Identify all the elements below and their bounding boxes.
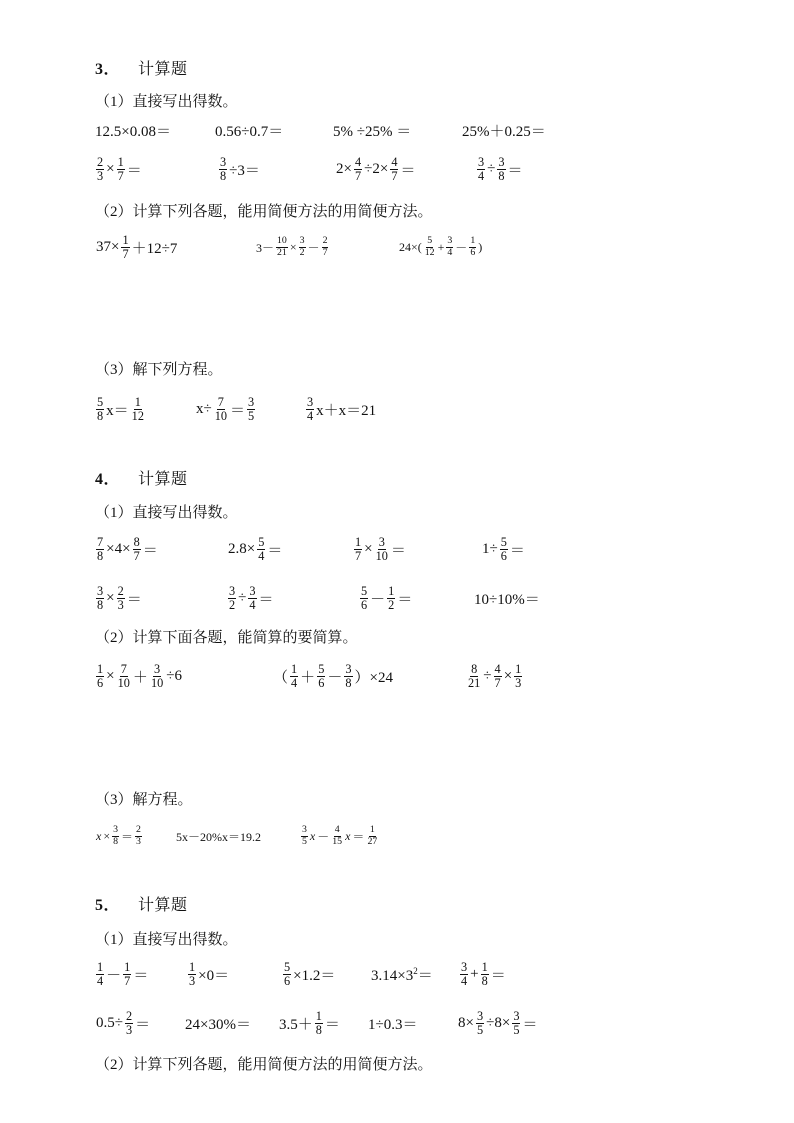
fraction: $\frac{4}{7}$ <box>494 661 501 690</box>
fraction: $\frac{7}{8}$ <box>97 534 104 563</box>
fraction: $\frac{1}{2}$ <box>388 583 395 612</box>
fraction: $\frac{3}{4}$ <box>307 394 314 423</box>
fraction: $\frac{1}{6}$ <box>470 235 476 258</box>
fraction: $\frac{7}{10}$ <box>214 394 228 423</box>
expression: 1÷ $\frac{5}{6}$ ＝ <box>482 534 525 563</box>
section-4-part-3-label: （3）解方程。 <box>95 792 193 808</box>
expression: $\frac{1}{7}$ × $\frac{3}{10}$ ＝ <box>355 534 406 563</box>
section-3-heading <box>95 56 188 79</box>
fraction: $\frac{4}{7}$ <box>391 154 398 183</box>
expression: 3.5＋ $\frac{1}{8}$ ＝ <box>279 1008 340 1037</box>
fraction: $\frac{3}{8}$ <box>498 154 505 183</box>
fraction: $\frac{5}{6}$ <box>318 661 325 690</box>
fraction: $\frac{3}{5}$ <box>248 394 255 423</box>
expression: $\frac{8}{21}$ ÷ $\frac{4}{7}$ × $\frac{1}{3}$ <box>468 661 522 690</box>
fraction: $\frac{5}{4}$ <box>258 534 265 563</box>
fraction: $\frac{2}{3}$ <box>125 1008 133 1037</box>
expression: （ $\frac{1}{4}$ ＋ $\frac{5}{6}$ － $\frac{3}{8}$ ）×24 <box>273 661 393 690</box>
fraction: $\frac{2}{7}$ <box>322 235 328 258</box>
fraction: $\frac{1}{3}$ <box>515 661 522 690</box>
equation: $\frac{3}{4}$ x＋x＝21 <box>307 394 377 423</box>
expression: 5% ÷25% ＝ <box>333 123 412 140</box>
section-3-part-3-label: （3）解下列方程。 <box>95 362 223 378</box>
section-3-calc-row <box>0 225 794 269</box>
section-4-calc-row <box>0 654 794 698</box>
section-4-oral-row-1 <box>0 527 794 571</box>
fraction: $\frac{3}{8}$ <box>345 661 352 690</box>
fraction: $\frac{3}{4}$ <box>461 959 468 988</box>
fraction: $\frac{3}{5}$ <box>302 824 307 847</box>
expression: $\frac{1}{3}$ ×0＝ <box>189 959 230 988</box>
fraction: $\frac{5}{6}$ <box>500 534 507 563</box>
fraction: $\frac{2}{3}$ <box>136 824 141 847</box>
expression: $\frac{5}{6}$ ×1.2＝ <box>284 959 336 988</box>
section-title: 计算题 <box>138 471 188 488</box>
expression: $3.14\times 3^2=$ <box>371 965 433 984</box>
expression: 25%＋0.25＝ <box>462 123 546 140</box>
fraction: $\frac{1}{3}$ <box>189 959 196 988</box>
section-3-oral-row-2 <box>0 147 794 191</box>
fraction: $\frac{3}{8}$ <box>113 824 119 847</box>
section-title: 计算题 <box>138 61 188 78</box>
expression: $\frac{3}{4}$ + $\frac{1}{8}$ ＝ <box>461 959 506 988</box>
section-3-oral-row-1 <box>0 108 794 152</box>
fraction: $\frac{3}{2}$ <box>229 583 236 612</box>
section-4-part-2-label: （2）计算下面各题，能简算的要简算。 <box>95 630 358 646</box>
fraction: $\frac{1}{12}$ <box>131 394 144 423</box>
equation: $\frac{3}{5}$ x － $\frac{4}{15}$ x ＝ $\frac{1}{27}$ <box>302 824 378 847</box>
expression: $\frac{1}{4}$ － $\frac{1}{7}$ ＝ <box>97 959 149 988</box>
equation: x÷ $\frac{7}{10}$ ＝ $\frac{3}{5}$ <box>196 394 255 423</box>
section-5-part-1-label: （1）直接写出得数。 <box>95 932 238 948</box>
section-3-part-1-label: （1）直接写出得数。 <box>95 94 238 110</box>
section-4-heading <box>95 466 188 489</box>
expression: 0.5÷ $\frac{2}{3}$ ＝ <box>96 1008 151 1037</box>
fraction: $\frac{1}{27}$ <box>367 824 378 847</box>
expression: 37× $\frac{1}{7}$ ＋12÷7 <box>96 232 178 261</box>
expression: 24×30%＝ <box>185 1016 251 1033</box>
section-3-part-2-label: （2）计算下列各题，能用简便方法的用简便方法。 <box>95 204 433 220</box>
fraction: $\frac{5}{6}$ <box>361 583 368 612</box>
fraction: $\frac{8}{7}$ <box>133 534 140 563</box>
fraction: $\frac{4}{15}$ <box>332 824 343 847</box>
fraction: $\frac{8}{21}$ <box>468 661 481 690</box>
fraction: $\frac{3}{10}$ <box>150 661 164 690</box>
expression: 8× $\frac{3}{5}$ ÷8× $\frac{3}{5}$ ＝ <box>458 1008 538 1037</box>
fraction: $\frac{1}{7}$ <box>355 534 362 563</box>
fraction: $\frac{2}{3}$ <box>97 154 104 183</box>
fraction: $\frac{3}{2}$ <box>299 235 305 258</box>
section-number: 3． <box>95 61 121 78</box>
expression: 3－ $\frac{10}{21}$ × $\frac{3}{2}$ － $\frac{2}{7}$ <box>256 235 328 258</box>
equation: $\frac{5}{8}$ x＝ $\frac{1}{12}$ <box>97 394 144 423</box>
fraction: $\frac{3}{4}$ <box>249 583 256 612</box>
expression: $\frac{3}{8}$ ÷3＝ <box>220 154 260 183</box>
section-number: 4． <box>95 471 121 488</box>
section-4-equation-row <box>0 814 794 858</box>
fraction: $\frac{10}{21}$ <box>277 235 287 258</box>
expression: 2.8× $\frac{5}{4}$ ＝ <box>228 534 283 563</box>
fraction: $\frac{3}{5}$ <box>513 1008 520 1037</box>
expression: $\frac{2}{3}$ × $\frac{1}{7}$ ＝ <box>97 154 142 183</box>
expression: 2× $\frac{4}{7}$ ÷2× $\frac{4}{7}$ ＝ <box>336 154 416 183</box>
expression: $\frac{5}{6}$ － $\frac{1}{2}$ ＝ <box>361 583 413 612</box>
fraction: $\frac{1}{7}$ <box>124 959 131 988</box>
equation: 5x－20%x＝19.2 <box>176 829 261 844</box>
expression: $\frac{7}{8}$ ×4× $\frac{8}{7}$ ＝ <box>97 534 158 563</box>
expression: $\frac{3}{8}$ × $\frac{2}{3}$ ＝ <box>97 583 142 612</box>
section-3-equation-row <box>0 387 794 431</box>
fraction: $\frac{3}{4}$ <box>447 235 453 258</box>
fraction: $\frac{5}{12}$ <box>424 235 435 258</box>
fraction: $\frac{3}{5}$ <box>476 1008 484 1037</box>
fraction: $\frac{1}{8}$ <box>481 959 488 988</box>
section-5-oral-row-1 <box>0 952 794 996</box>
fraction: $\frac{3}{10}$ <box>375 534 388 563</box>
fraction: $\frac{3}{8}$ <box>97 583 104 612</box>
fraction: $\frac{4}{7}$ <box>354 154 362 183</box>
fraction: $\frac{1}{4}$ <box>291 661 298 690</box>
expression: 24×( $\frac{5}{12}$ + $\frac{3}{4}$ － $\frac{1}{6}$ ) <box>399 235 483 258</box>
fraction: $\frac{1}{8}$ <box>315 1008 322 1037</box>
expression: $\frac{1}{6}$ × $\frac{7}{10}$ ＋ $\frac{3}{10}$ ÷6 <box>97 661 182 690</box>
fraction: $\frac{1}{4}$ <box>97 959 104 988</box>
fraction: $\frac{1}{7}$ <box>122 232 129 261</box>
section-number: 5． <box>95 897 121 914</box>
section-5-oral-row-2 <box>0 1001 794 1045</box>
fraction: $\frac{1}{7}$ <box>117 154 124 183</box>
section-4-part-1-label: （1）直接写出得数。 <box>95 505 238 521</box>
equation: x × $\frac{3}{8}$ ＝ $\frac{2}{3}$ <box>96 824 141 847</box>
expression: $\frac{3}{4}$ ÷ $\frac{3}{8}$ ＝ <box>478 154 523 183</box>
fraction: $\frac{5}{8}$ <box>97 394 104 423</box>
expression: 0.56÷0.7＝ <box>215 123 284 140</box>
expression: $\frac{3}{2}$ ÷ $\frac{3}{4}$ ＝ <box>229 583 274 612</box>
fraction: $\frac{1}{6}$ <box>97 661 104 690</box>
expression: 1÷0.3＝ <box>368 1016 418 1033</box>
expression: 12.5×0.08＝ <box>95 123 171 140</box>
fraction: $\frac{3}{8}$ <box>220 154 227 183</box>
fraction: $\frac{5}{6}$ <box>284 959 291 988</box>
section-title: 计算题 <box>138 897 188 914</box>
section-5-heading <box>95 892 188 915</box>
section-4-oral-row-2 <box>0 576 794 620</box>
section-5-part-2-label: （2）计算下列各题，能用简便方法的用简便方法。 <box>95 1057 433 1073</box>
fraction: $\frac{7}{10}$ <box>117 661 130 690</box>
expression: 10÷10%＝ <box>474 591 540 608</box>
fraction: $\frac{2}{3}$ <box>117 583 124 612</box>
fraction: $\frac{3}{4}$ <box>478 154 485 183</box>
